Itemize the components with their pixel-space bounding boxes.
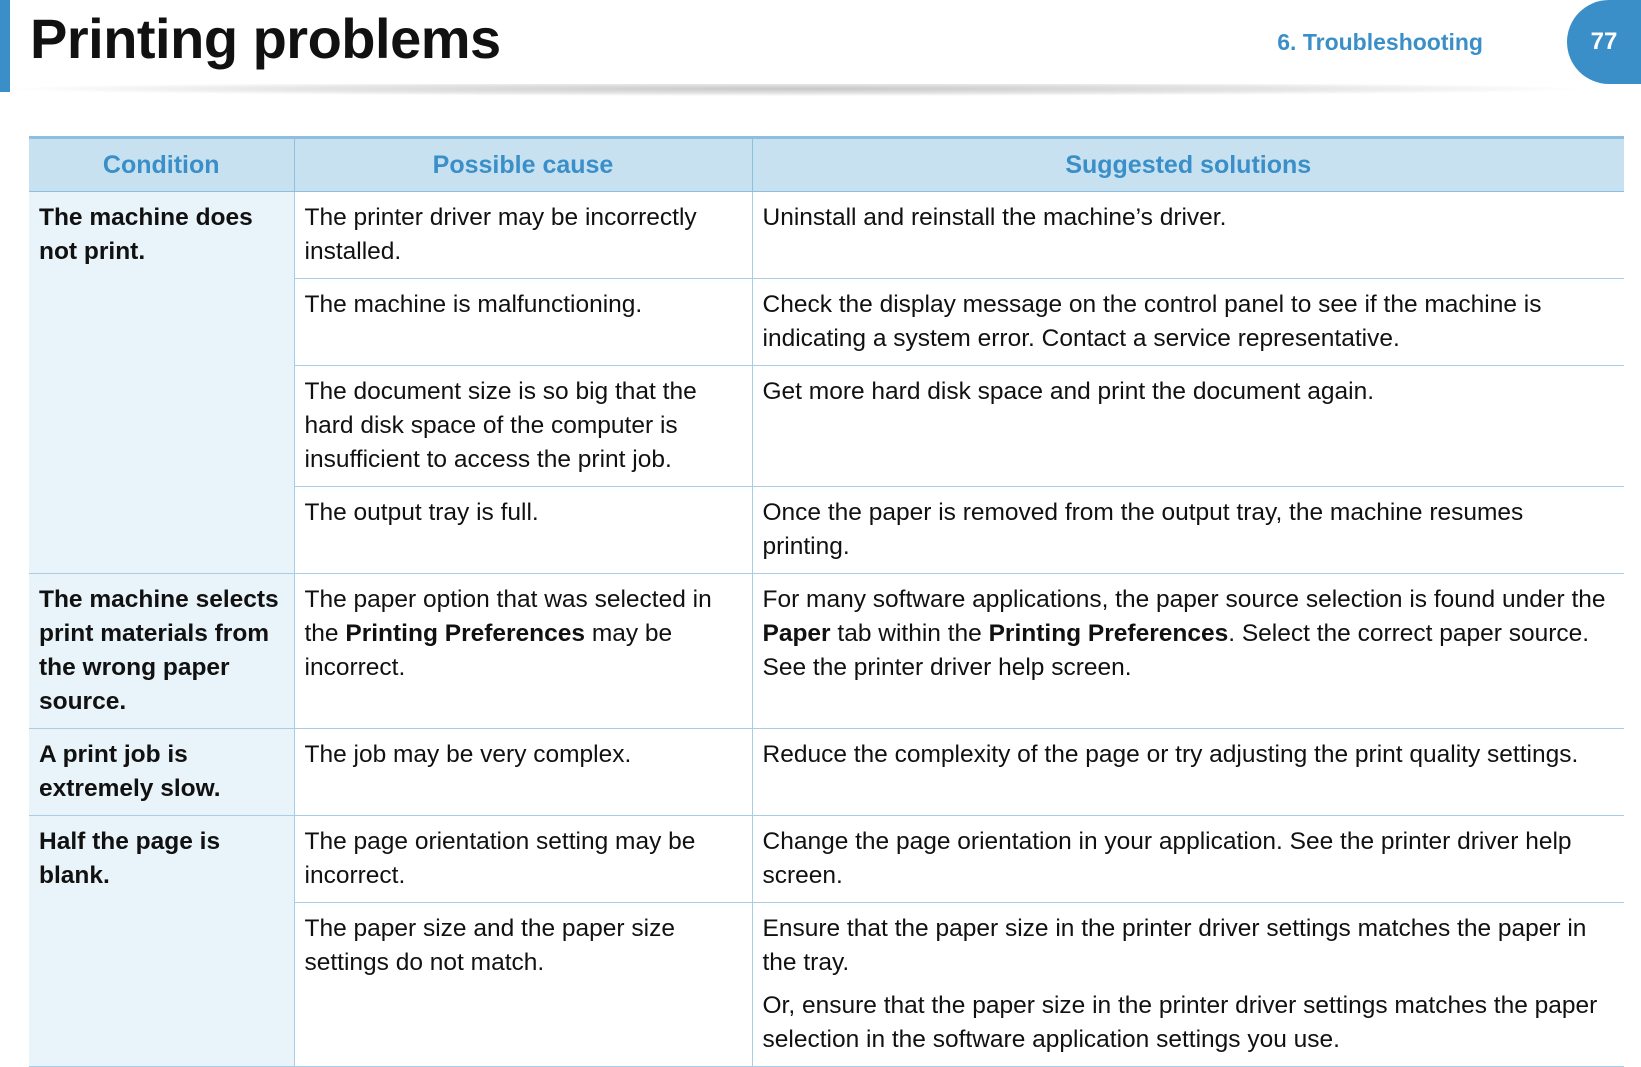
troubleshooting-table bbox=[29, 136, 1624, 1067]
solution-text: Uninstall and reinstall the machine’s driver. bbox=[762, 204, 1227, 231]
cause-cell: The machine is malfunctioning. bbox=[294, 279, 752, 366]
cause-cell: The page orientation setting may be incorrect. bbox=[294, 816, 752, 903]
solution-cell bbox=[752, 192, 1624, 279]
cause-cell: The printer driver may be incorrectly installed. bbox=[294, 192, 752, 279]
solution-text: Change the page orientation in your application. See the printer driver help screen. bbox=[762, 828, 1572, 889]
cause-cell bbox=[294, 574, 752, 729]
solution-cell bbox=[752, 279, 1624, 366]
table-row bbox=[29, 816, 1624, 903]
condition-cell: The machine selects print materials from the wrong paper source. bbox=[29, 574, 294, 729]
table-row bbox=[29, 192, 1624, 279]
solution-cell bbox=[752, 574, 1624, 729]
solution-text: . Select the correct paper source. See the printer driver help screen. bbox=[762, 620, 1590, 681]
condition-cell: Half the page is blank. bbox=[29, 816, 294, 1067]
solution-text: tab within the bbox=[830, 620, 989, 647]
solution-text: Check the display message on the control panel to see if the machine is indicating a system error. Contact a service representative. bbox=[762, 291, 1542, 352]
title-accent-bar bbox=[0, 0, 10, 92]
cause-cell: The job may be very complex. bbox=[294, 729, 752, 816]
solution-cell bbox=[752, 903, 1624, 1067]
page-number-badge: 77 bbox=[1567, 0, 1641, 84]
table-row bbox=[29, 729, 1624, 816]
table-header-row bbox=[29, 138, 1624, 192]
solution-cell bbox=[752, 729, 1624, 816]
cause-cell: The document size is so big that the hard disk space of the computer is insufficient to access the print job. bbox=[294, 366, 752, 487]
table-row bbox=[29, 574, 1624, 729]
column-header-condition: Condition bbox=[29, 138, 294, 192]
solution-text: Once the paper is removed from the output tray, the machine resumes printing. bbox=[762, 499, 1524, 560]
solution-text: Or, ensure that the paper size in the printer driver settings matches the paper selection in the software application settings you use. bbox=[762, 992, 1598, 1053]
solution-text: Ensure that the paper size in the printer driver settings matches the paper in the tray. bbox=[762, 915, 1587, 976]
solution-cell bbox=[752, 816, 1624, 903]
printing-preferences-term: Printing Preferences bbox=[345, 620, 586, 647]
solution-text: For many software applications, the paper source selection is found under the bbox=[762, 586, 1606, 613]
cause-cell: The output tray is full. bbox=[294, 487, 752, 574]
column-header-solutions: Suggested solutions bbox=[752, 138, 1624, 192]
solution-cell bbox=[752, 366, 1624, 487]
column-header-cause: Possible cause bbox=[294, 138, 752, 192]
title-underline-shadow bbox=[16, 84, 1576, 96]
page-title: Printing problems bbox=[30, 7, 501, 70]
chapter-label: 6. Troubleshooting bbox=[1277, 29, 1483, 55]
printing-preferences-term: Printing Preferences bbox=[988, 620, 1229, 647]
solution-cell bbox=[752, 487, 1624, 574]
condition-cell: The machine does not print. bbox=[29, 192, 294, 574]
cause-text: may be incorrect. bbox=[304, 620, 673, 681]
solution-text: Get more hard disk space and print the document again. bbox=[762, 378, 1374, 405]
cause-text: The paper option that was selected in the bbox=[304, 586, 712, 647]
condition-cell: A print job is extremely slow. bbox=[29, 729, 294, 816]
solution-text: Reduce the complexity of the page or try adjusting the print quality settings. bbox=[762, 741, 1579, 768]
cause-cell: The paper size and the paper size settings do not match. bbox=[294, 903, 752, 1067]
paper-tab-term: Paper bbox=[762, 620, 831, 647]
